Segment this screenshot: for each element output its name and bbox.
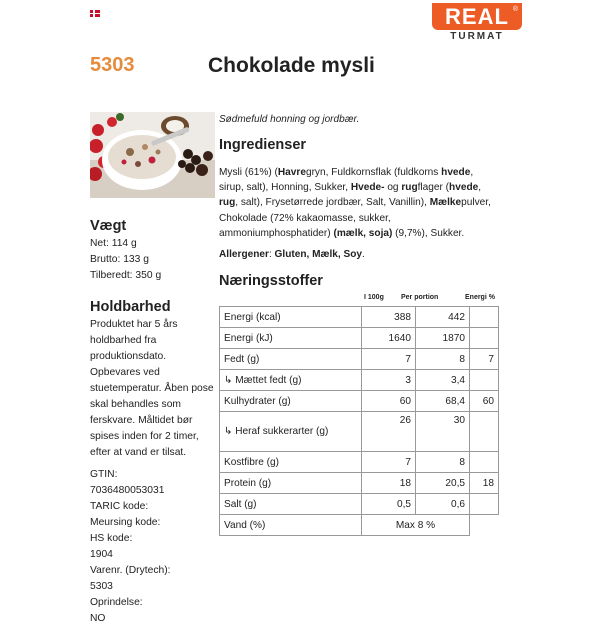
danish-flag-icon <box>90 10 100 17</box>
allergens-label: Allergener <box>219 249 269 260</box>
value-energy-pct <box>470 412 499 452</box>
weight-section <box>90 218 218 284</box>
muesli-bowl-image <box>90 112 215 198</box>
hs-label: HS kode: <box>90 533 133 544</box>
origin-value: NO <box>90 613 106 624</box>
shelf-life-heading: Holdbarhed <box>90 299 171 315</box>
value-per-100g: 0,5 <box>362 494 416 515</box>
nutrient-label: Protein (g) <box>220 473 362 494</box>
brand-logo <box>432 3 522 43</box>
shelf-life-section <box>90 299 218 461</box>
value-energy-pct <box>470 370 499 391</box>
table-row <box>220 370 499 391</box>
shelf-life-text: Produktet har 5 års holdbarhed fra produktionsdato. Opbevares ved stuetemperatur. Åben pose skal behandles som ferskvare. Måltidet bør spises inden for 2 timer, efter at vand er tilsat. <box>90 319 214 458</box>
gtin-label: GTIN: <box>90 469 118 480</box>
weight-net: Net: 114 g <box>90 238 137 249</box>
value-energy-pct <box>470 328 499 349</box>
table-row <box>220 452 499 473</box>
weight-gross: Brutto: 133 g <box>90 254 149 265</box>
product-codes <box>90 467 218 627</box>
ingredients-text: Mysli (61%) (Havregryn, Fuldkornsflak (fuldkorns hvede, sirup, salt), Honning, Sukker, Hvede- og rugflager (hvede, rug, salt), Frysetørrede jordbær, Salt, Vanillin), Mælkepulver, Chokolade (72% kakaomasse, sukker, ammoniumphosphatider) (mælk, soja) (9,7%), Sukker. <box>219 167 491 239</box>
table-row <box>220 473 499 494</box>
value-energy-pct: 7 <box>470 349 499 370</box>
product-name: Chokolade mysli <box>208 54 375 77</box>
nutrition-heading: Næringsstoffer <box>219 273 323 289</box>
product-photo <box>90 112 215 198</box>
meursing-label: Meursing kode: <box>90 517 161 528</box>
nutrient-label: Salt (g) <box>220 494 362 515</box>
value-energy-pct: 60 <box>470 391 499 412</box>
nutrient-label: Energi (kJ) <box>220 328 362 349</box>
value-energy-pct <box>470 307 499 328</box>
value-per-100g: 60 <box>362 391 416 412</box>
table-row <box>220 494 499 515</box>
nutrient-label: Vand (%) <box>220 515 362 536</box>
ingredients-heading: Ingredienser <box>219 137 307 153</box>
value-per-portion: 0,6 <box>416 494 470 515</box>
logo-turmat: TURMAT <box>450 31 504 42</box>
value-per-portion: 3,4 <box>416 370 470 391</box>
nutrient-label: ↳ Heraf sukkerarter (g) <box>220 412 362 452</box>
value-per-portion: 68,4 <box>416 391 470 412</box>
nutrient-label: Kulhydrater (g) <box>220 391 362 412</box>
taric-label: TARIC kode: <box>90 501 149 512</box>
value-per-100g: 26 <box>362 412 416 452</box>
value-per-100g: 3 <box>362 370 416 391</box>
value-per-portion: 30 <box>416 412 470 452</box>
value-per-100g: 1640 <box>362 328 416 349</box>
drytech-value: 5303 <box>90 581 113 592</box>
col-per-100g: I 100g <box>364 294 384 301</box>
value-energy-pct <box>470 452 499 473</box>
nutrition-table <box>219 306 499 536</box>
value-per-portion: 8 <box>416 349 470 370</box>
col-per-portion: Per portion <box>401 294 439 301</box>
table-row <box>220 412 499 452</box>
origin-label: Oprindelse: <box>90 597 143 608</box>
nutrient-label: Energi (kcal) <box>220 307 362 328</box>
weight-prepared: Tilberedt: 350 g <box>90 270 162 281</box>
value-per-portion: 442 <box>416 307 470 328</box>
nutrient-label: ↳ Mættet fedt (g) <box>220 370 362 391</box>
table-row <box>220 515 499 536</box>
value-per-100g: 7 <box>362 349 416 370</box>
nutrient-label: Fedt (g) <box>220 349 362 370</box>
table-row <box>220 391 499 412</box>
hs-value: 1904 <box>90 549 113 560</box>
value-per-portion: 20,5 <box>416 473 470 494</box>
allergens-value: Gluten, Mælk, Soy <box>274 249 363 260</box>
value-per-portion: 8 <box>416 452 470 473</box>
drytech-label: Varenr. (Drytech): <box>90 565 171 576</box>
value-per-100g: 18 <box>362 473 416 494</box>
logo-registered: ® <box>512 6 518 13</box>
value-energy-pct <box>470 494 499 515</box>
table-row <box>220 307 499 328</box>
table-row <box>220 349 499 370</box>
logo-real: REAL <box>432 3 522 30</box>
allergens-line: Allergener: Gluten, Mælk, Soy. <box>219 249 365 260</box>
value-energy-pct: 18 <box>470 473 499 494</box>
water-value: Max 8 % <box>362 515 470 536</box>
weight-heading: Vægt <box>90 218 127 234</box>
value-per-100g: 7 <box>362 452 416 473</box>
value-per-100g: 388 <box>362 307 416 328</box>
tagline: Sødmefuld honning og jordbær. <box>219 114 360 125</box>
nutrient-label: Kostfibre (g) <box>220 452 362 473</box>
nutrition-column-headers <box>219 294 499 306</box>
gtin-value: 7036480053031 <box>90 485 165 496</box>
product-number: 5303 <box>90 54 135 76</box>
table-row <box>220 328 499 349</box>
value-per-portion: 1870 <box>416 328 470 349</box>
col-energy-pct: Energi % <box>465 294 495 301</box>
